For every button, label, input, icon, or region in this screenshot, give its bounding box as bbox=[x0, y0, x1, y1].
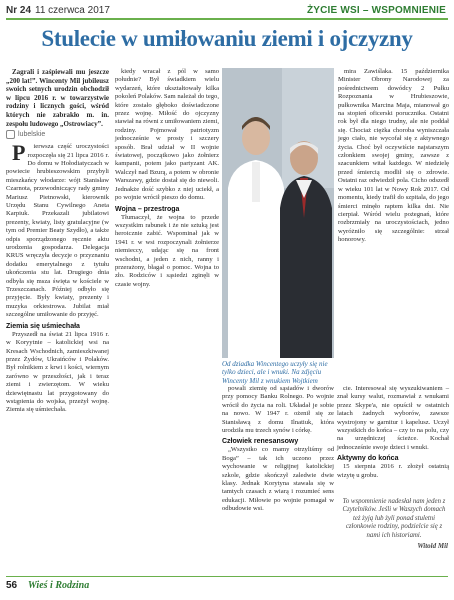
reader-note-text: To wspomnienie nadesłał nam jeden z Czytelników. Jeśli w Waszych domach też żyją lub żyli ponad stuletni członkowie rodziny, podzielcie się z nami ich historiami. bbox=[342, 498, 446, 539]
issue-date: 11 czerwca 2017 bbox=[35, 5, 110, 16]
body-paragraph: cie. Interesował się wyszukiwaniem – znał kursy walut, rozmawiał z wnukami przez Skype'a, nie opuścił w ostatnich latach żadnych wyborów, zawsze wystrojony w garnitur i kapelusz. Uczył wszystkich do końca – czy to na polu, czy na urzędniczej ścieżce. Kochał jednocześnie swoje dzieci i wnuki. bbox=[337, 385, 449, 451]
body-paragraph: kiedy wracał z pól w samo południe? Był świadkiem wielu wydarzeń, które ukształtowały kilka pokoleń Polaków. Sam należał do tego, które zostało głęboko doświadczone przez wojnę. Miłość do ojczyzny stawiał na równi z umiłowaniem ziemi, rodziny. Pojmował patriotyzm jednocześnie w prosty i szczery sposób. Brał udział w II wojnie światowej, początkowo jako żołnierz kampanii, potem jako partyzant AK. Walczył nad Bzurą, a potem w obronie Warszawy, gdzie dostał się do niewoli. Jednakże dość szybko z niej uciekł, a po wojnie wrócił pieszo do domu. bbox=[115, 68, 220, 202]
column-2 bbox=[115, 68, 219, 291]
section-title: ŻYCIE WSI – WSPOMNIENIE bbox=[306, 5, 446, 16]
column-5 bbox=[338, 68, 449, 247]
photo-caption: Od dziadka Wincentego uczyły się nie tylko dzieci, ale i wnuki. Na zdjęciu Wincenty Mil z wnukiem Wojtkiem bbox=[222, 360, 328, 385]
subheading: Wojna – przestroga bbox=[115, 205, 180, 213]
footer-rule bbox=[6, 576, 448, 577]
page-title: Stulecie w umiłowaniu ziemi i ojczyzny bbox=[41, 26, 413, 51]
subheading: Człowiek renesansowy bbox=[222, 438, 299, 446]
column-4 bbox=[337, 385, 449, 482]
reader-signature: Witold Mil bbox=[417, 542, 448, 551]
body-paragraph: Przyszedł na świat 21 lipca 1916 r. w Koryytnie – katolickiej wsi na Kresach Wschodnich, zamieszkiwanej przez Żydów, Ukraińców i Polaków. Był rolnikiem z krwi i kości, wiernym zarówno w przeszłości, jak i teraz ziemi i zwierzętom. W wieku dziewiętnastu lat przygotowany do wstąpienia do wojska, przeżył wojnę. Ziemia się uśmiechała. bbox=[6, 330, 109, 414]
issue-number: Nr 24 11 czerwca 2017 bbox=[6, 5, 110, 16]
page-header bbox=[0, 0, 454, 22]
photo-illustration bbox=[222, 68, 334, 358]
body-paragraph: 15 sierpnia 2016 r. złożył ostatnią wizytę u grobu. bbox=[337, 463, 449, 479]
subheading: Ziemia się uśmiechała bbox=[6, 322, 80, 330]
body-paragraph: P ierwsza część uroczystości rozpoczęła się 21 lipca 2016 r. Do domu w Hołodiatyczach w powiecie hrubieszowskim przybyli mieszkańcy włodarze: wójt Stanisław Czarnota, przewodniczący rady gminy Mariusz Pietnowski, kierownik Urzędu Stanu Cywilnego Aneta Karpiuk. Przekazali jubilatowi prezenty, kwiaty, listy gratulacyjne (w tym od Premier Beaty Szydło), a także odpis sporządzonego ręcznie aktu urodzenia gospodarza. Delegacja KRUS wręczyła decyzje o przyznaniu dodatku emerytalnego z tytułu ukończenia stu lat. Drugiego dnia odbyła się msza święta w kościele w Trzeszczanach. Później odbyło się przyjęcie. Były kwiaty, prezenty i muzyka orkiestrowa. Jubilat miał szczególne umiłowanie do przyjęć. bbox=[6, 140, 109, 319]
header-rule bbox=[6, 18, 448, 20]
body-paragraph: mira Zawiślaka. 15 października Minister Obrony Narodowej za pośrednictwem dowódcy 2 Pułku Rozpoznania w Hrubieszowie, pułkownika Marcina Maja, mianował go na stopień oficerski porucznika. Ostatni rok był dla niego trudny, ale nie poddał się. Chociaż ciężka choroba wyniszczała jego ciało, nie wycofał się z aktywnego życia. Choć był oczywiście najstarszym członkiem swojej gminy, zawsze z szacunkiem witał każdego. W niedzielę przed śmiercią modlił się o zdrowie. Ostatni raz odwiedził pola. Cicho odszedł w wieku 101 lat w Nowy Rok 2017. Od momentu, kiedy trafił do szpitala, do jego śmierci minęło raptem kilka dni. Nie cierpiał. Wśród wielu pożegnań, które rozbrzmiały na uroczystościach, jedno wyróżniło się szczególnie: strzał honorowy. bbox=[338, 68, 449, 244]
credit-label: lubelskie bbox=[18, 131, 46, 139]
subheading: Aktywny do końca bbox=[337, 455, 399, 463]
article-photo bbox=[222, 68, 334, 358]
body-paragraph: „Wszystko co mamy otrzyliśmy od Boga” – tak ich uczono przez wychowanie w religijnej katolickiej szkole, gdzie skończył zaledwie dwie klasy. Jednak Korytyna stawała się w tamtych czasach z wiarą i rozumieć sens edukacji. Miłowie po wojnie pomagał w odbudowie wsi. bbox=[222, 446, 334, 513]
page-number: 56 bbox=[6, 580, 18, 591]
credit bbox=[6, 130, 109, 139]
column-1 bbox=[6, 68, 109, 417]
column-3 bbox=[222, 385, 334, 516]
lead-text: Zagrali i zaśpiewali mu jeszcze „200 lat!”. Wincenty Mil jubileusz swoich setnych urodzin obchodził w lipcu 2016 r. w towarzystwie rodziny i licznych gości, wśród których nie zabrakło m. in. zespołu ludowego „Ostrowiacy”. bbox=[6, 68, 109, 128]
magazine-logo: Wieś i Rodzina bbox=[27, 580, 90, 591]
body-paragraph: powali ziemię od sąsiadów i dworów przy pomocy Banku Rolnego. Po wojnie wrócił do życia na roli. Układał je sobie na nowo. W 1947 r. ożenił się ze Stanisławą z domu Ilnatiuk, która urodziła mu trzech synów i córkę. bbox=[222, 385, 334, 435]
page-footer bbox=[6, 580, 89, 591]
region-icon bbox=[6, 130, 15, 139]
lead-block bbox=[6, 68, 109, 128]
body-paragraph: Tłumaczył, że wojna to przede wszystkim rabunek i że nie sztuką jest heroicznie zabić. Wspominał jak w 1941 r. w wsi rozpoczynali żołnierze niemieccy, udając się na front wschodni, a jeden z nich, ranny i przerażony, błagał o pomoc. Wojna to zło. Rodziców i sąsiedzi zginęli w czasie wojny. bbox=[115, 213, 219, 288]
drop-cap: P bbox=[12, 140, 26, 166]
reader-note bbox=[340, 498, 448, 550]
